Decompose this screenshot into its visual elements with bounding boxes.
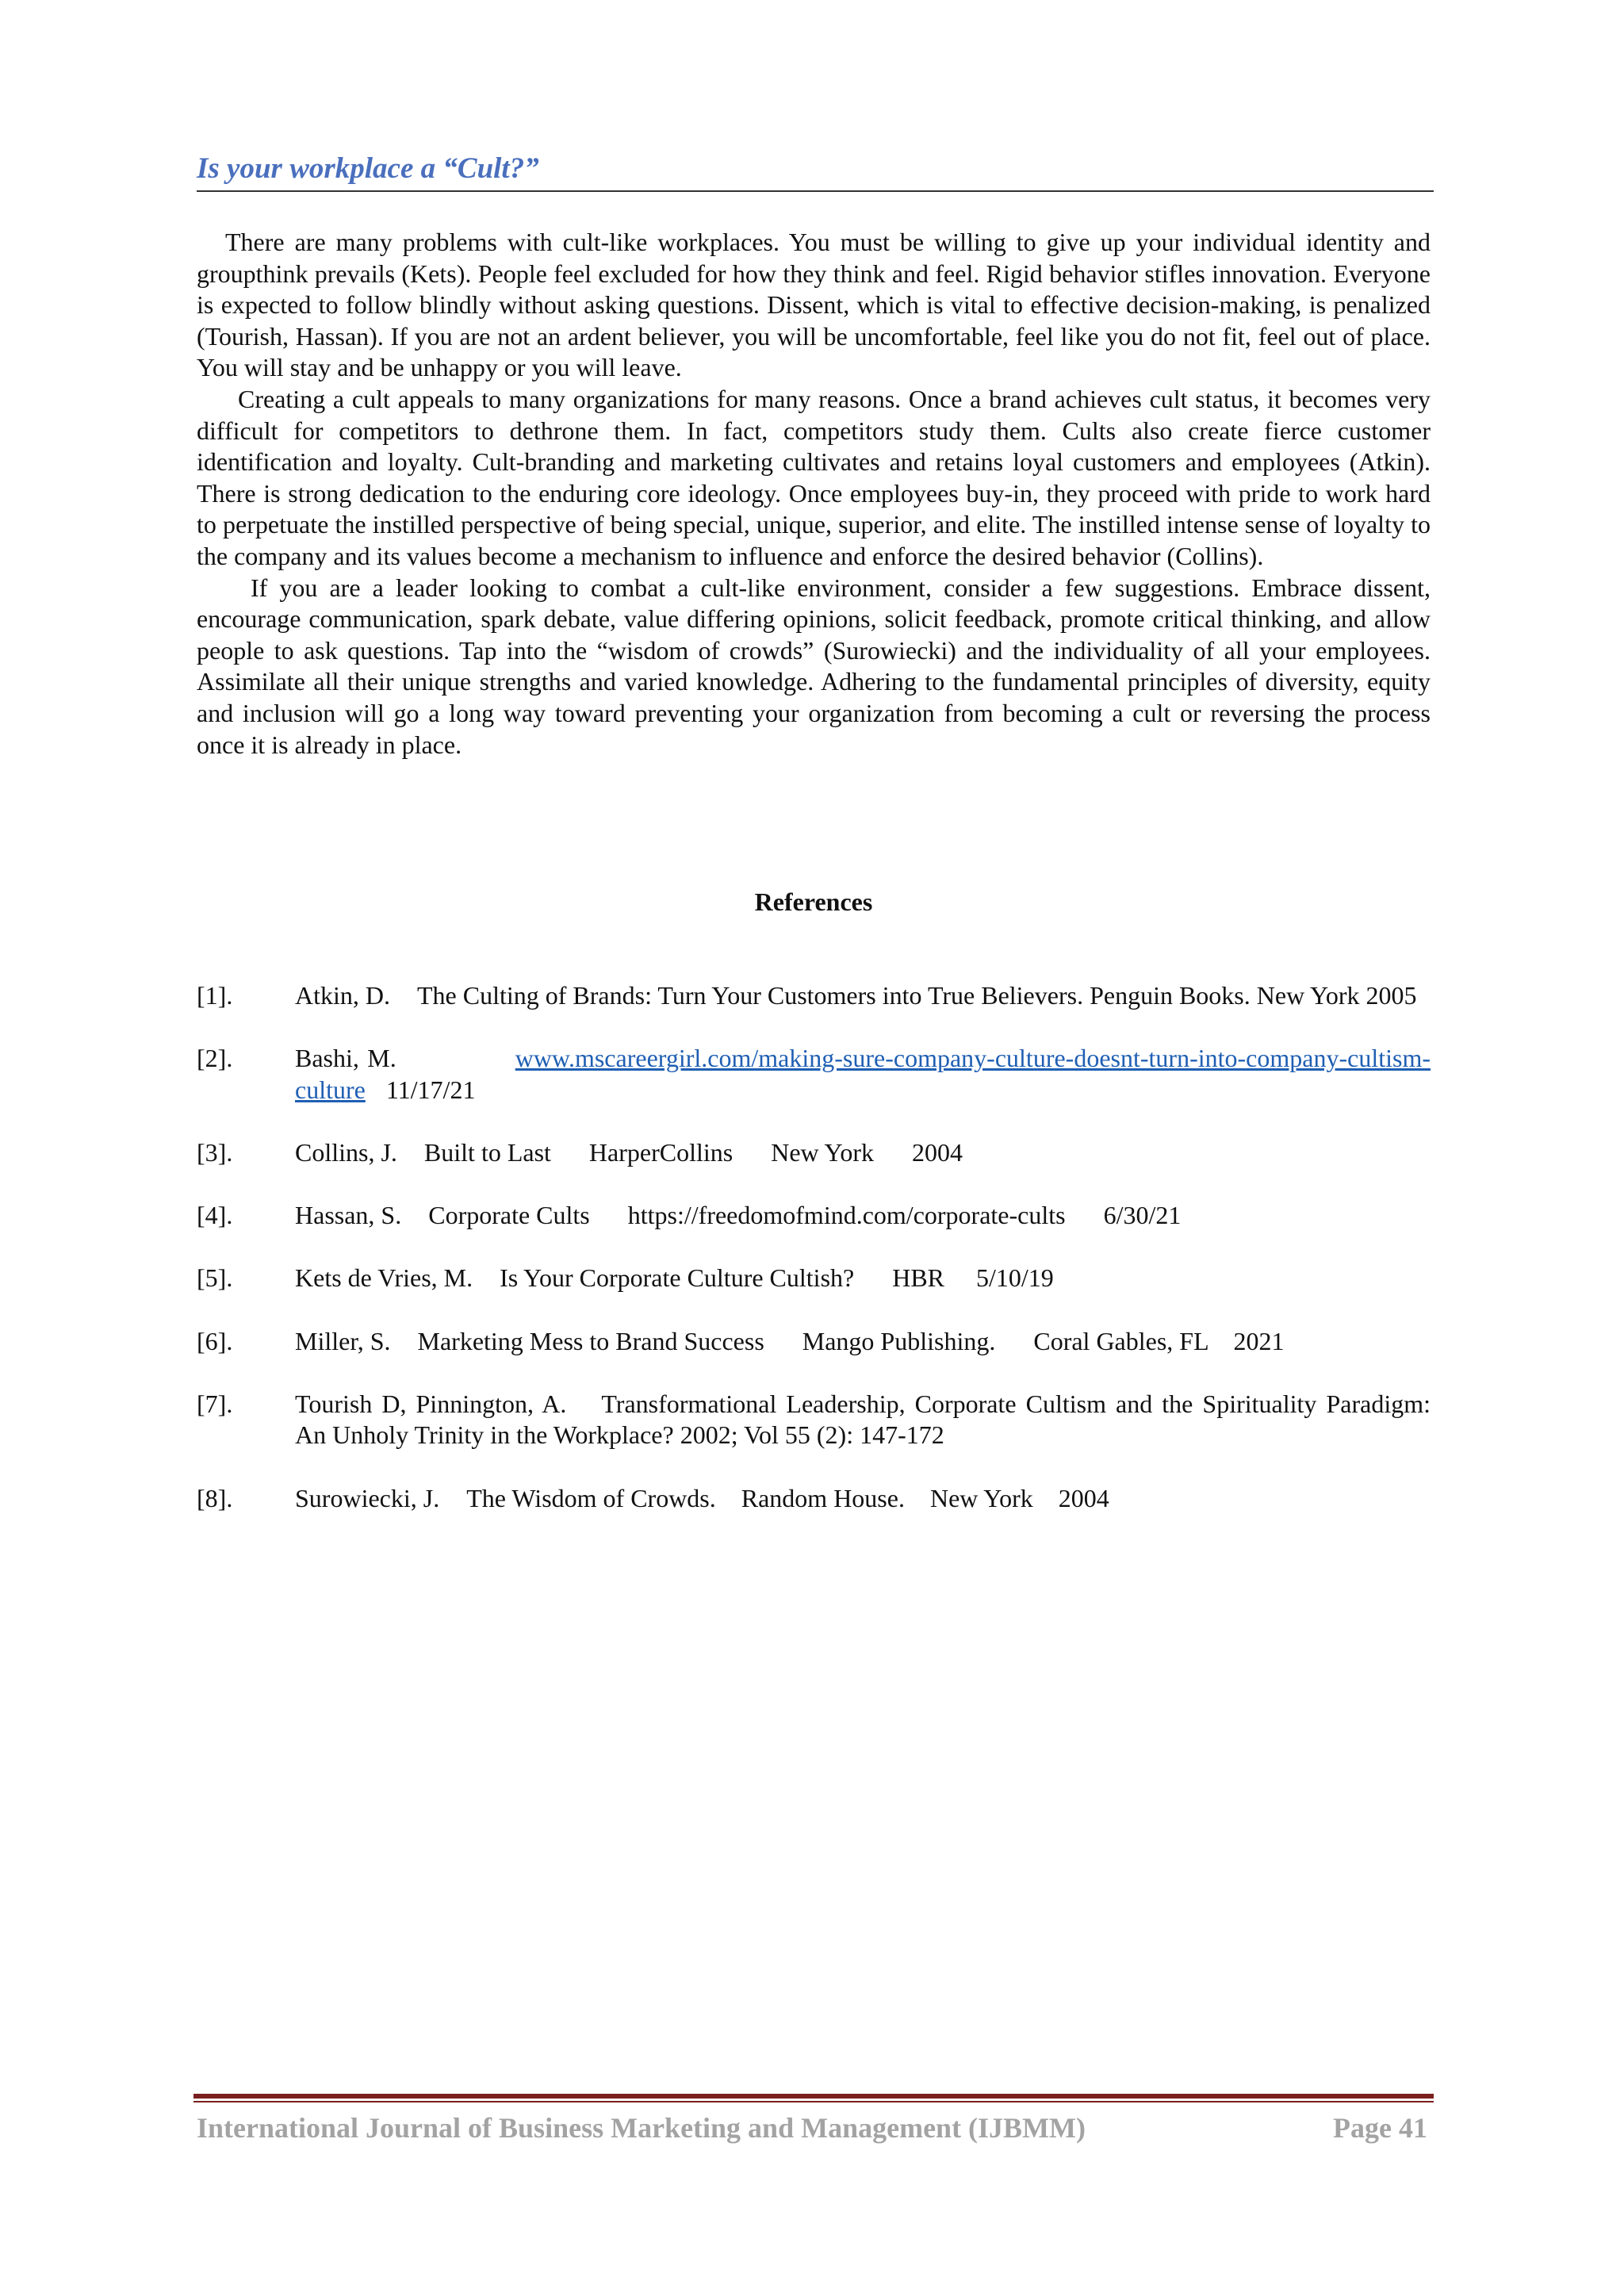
body-paragraph-2: Creating a cult appeals to many organizations for many reasons. Once a brand achieves cult status, it becomes very difficult for competitors to dethrone them. In fact, competitors study them. Cults also create fierce customer identification and loyalty. Cult-branding and marketing cultivates and retains loyal customers and employees (Atkin). There is strong dedication to the enduring core ideology. Once employees buy-in, they proceed with pride to work hard to perpetuate the instilled perspective of being special, unique, superior, and elite. The instilled intense sense of loyalty to the company and its values become a mechanism to influence and enforce the desired behavior (Collins). xyxy=(197,384,1431,570)
footer-rule xyxy=(193,2094,1434,2099)
reference-item-8 xyxy=(197,1483,1431,1515)
reference-item-2 xyxy=(197,1043,1431,1106)
reference-item-3 xyxy=(197,1137,1431,1169)
body-paragraph-3: If you are a leader looking to combat a cult-like environment, consider a few suggestions. Embrace dissent, encourage communication, spark debate, value differing opinions, solicit feedback, promote critical thinking, and allow people to ask questions. Tap into the “wisdom of crowds” (Surowiecki) and the individuality of all your employees. Assimilate all their unique strengths and varied knowledge. Adhering to the fundamental principles of diversity, equity and inclusion will go a long way toward preventing your organization from becoming a cult or reversing the process once it is already in place. xyxy=(197,573,1431,759)
reference-details: Is Your Corporate Culture Cultish? HBR 5/10/19 xyxy=(500,1263,1054,1293)
reference-author: Tourish D, Pinnington, A. xyxy=(295,1389,567,1418)
reference-details: Transformational Leadership, Corporate Cultism and the Spirituality Paradigm: An Unholy Trinity in the Workplace? 2002; Vol 55 (2): 147-172 xyxy=(295,1389,1431,1450)
reference-number: [5]. xyxy=(197,1263,233,1293)
reference-date: 11/17/21 xyxy=(385,1075,476,1104)
reference-details: The Culting of Brands: Turn Your Customers into True Believers. Penguin Books. New York 2005 xyxy=(417,981,1417,1010)
reference-author: Surowiecki, J. xyxy=(295,1483,440,1512)
reference-item-5 xyxy=(197,1263,1431,1294)
reference-number: [1]. xyxy=(197,981,233,1010)
reference-author: Hassan, S. xyxy=(295,1201,402,1230)
reference-number: [8]. xyxy=(197,1483,233,1512)
reference-item-6 xyxy=(197,1326,1431,1358)
reference-number: [3]. xyxy=(197,1137,233,1167)
reference-item-7 xyxy=(197,1389,1431,1451)
reference-item-1 xyxy=(197,980,1431,1012)
reference-number: [2]. xyxy=(197,1044,233,1073)
reference-item-4 xyxy=(197,1200,1431,1232)
reference-details: Marketing Mess to Brand Success Mango Publishing. Coral Gables, FL 2021 xyxy=(417,1326,1285,1355)
footer-page-number: Page 41 xyxy=(1333,2112,1427,2144)
footer-rule-thin xyxy=(193,2101,1434,2102)
reference-author: Bashi, M. xyxy=(295,1044,396,1073)
reference-details: Corporate Cults https://freedomofmind.com/corporate-cults 6/30/21 xyxy=(428,1201,1182,1230)
reference-link[interactable]: www.mscareergirl.com/making-sure-company-culture-doesnt-turn-into-company-cultism-culture xyxy=(295,1044,1431,1104)
running-title: Is your workplace a “Cult?” xyxy=(197,152,539,185)
references-heading: References xyxy=(754,887,873,916)
reference-details: The Wisdom of Crowds. Random House. New York 2004 xyxy=(466,1483,1109,1512)
reference-author: Miller, S. xyxy=(295,1326,391,1355)
reference-number: [6]. xyxy=(197,1326,233,1355)
reference-details: Built to Last HarperCollins New York 2004 xyxy=(423,1137,963,1167)
header-rule xyxy=(197,190,1434,192)
reference-author: Atkin, D. xyxy=(295,981,390,1010)
reference-author: Collins, J. xyxy=(295,1137,397,1167)
article-body xyxy=(197,227,1431,761)
reference-number: [7]. xyxy=(197,1389,233,1418)
reference-author: Kets de Vries, M. xyxy=(295,1263,473,1293)
references-list xyxy=(197,980,1431,1546)
reference-number: [4]. xyxy=(197,1201,233,1230)
footer-journal-name: International Journal of Business Marketing and Management (IJBMM) xyxy=(197,2112,1086,2144)
body-paragraph-1: There are many problems with cult-like workplaces. You must be willing to give up your individual identity and groupthink prevails (Kets). People feel excluded for how they think and feel. Rigid behavior stifles innovation. Everyone is expected to follow blindly without asking questions. Dissent, which is vital to effective decision-making, is penalized (Tourish, Hassan). If you are not an ardent believer, you will be uncomfortable, feel like you do not fit, feel out of place. You will stay and be unhappy or you will leave. xyxy=(197,228,1431,382)
